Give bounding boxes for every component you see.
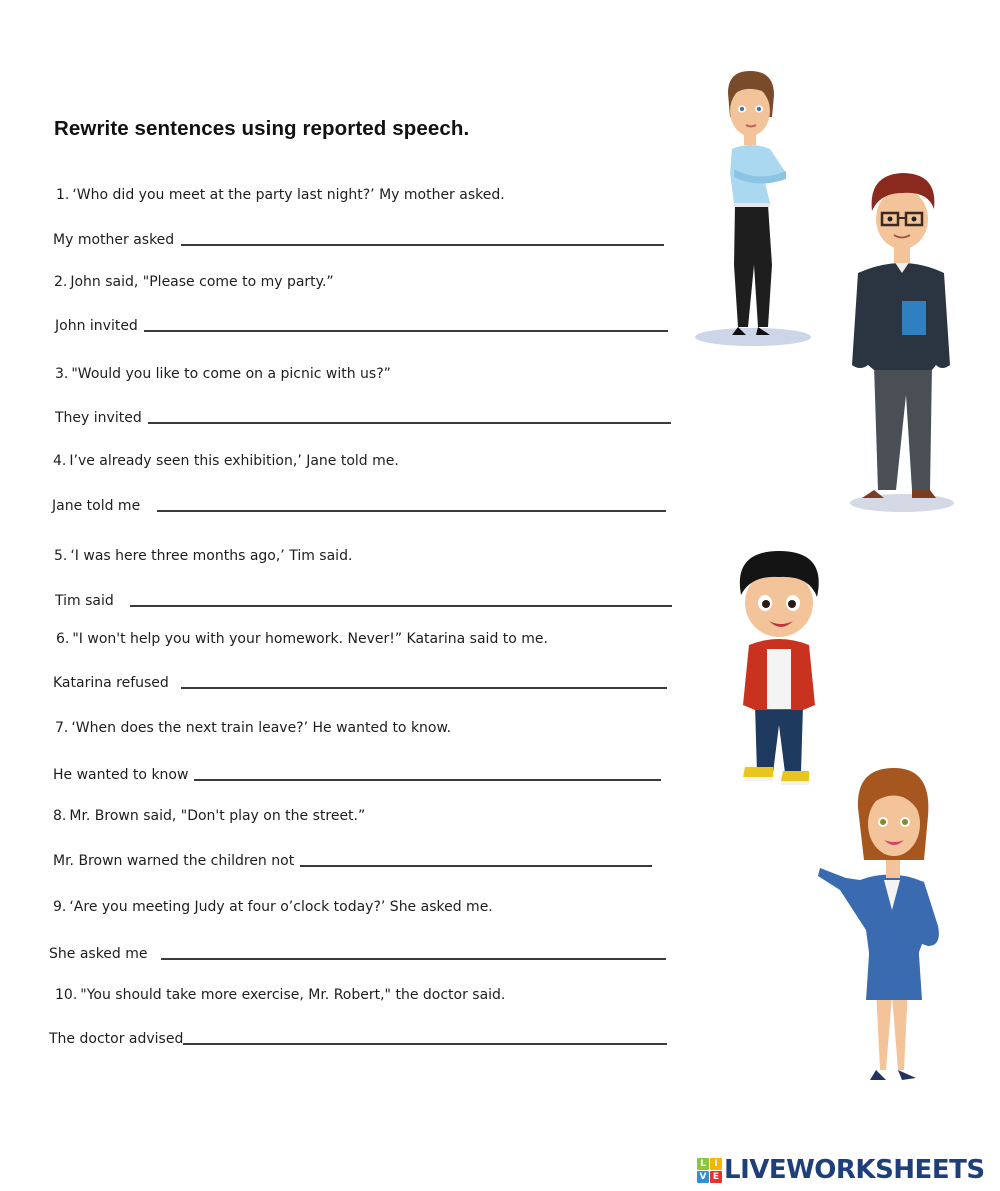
logo-tiles-icon [697, 1158, 722, 1183]
question-text: "Would you like to come on a picnic with us?” [71, 366, 391, 382]
logo-tile-i: I [710, 1158, 722, 1170]
answer-prefix: She asked me [49, 946, 148, 962]
question-number: 10. [55, 987, 78, 1003]
answer-prefix: Tim said [55, 593, 114, 609]
question-number: 2. [54, 274, 68, 290]
answer-blank-4[interactable] [157, 509, 666, 512]
answer-row-10 [49, 1031, 667, 1047]
answer-row-8 [53, 853, 652, 869]
answer-row-2 [55, 318, 668, 334]
logo-tile-v: V [697, 1171, 709, 1183]
logo-tile-l: L [697, 1158, 709, 1170]
answer-prefix: He wanted to know [53, 767, 189, 783]
question-number: 3. [55, 366, 69, 382]
answer-prefix: They invited [55, 410, 142, 426]
question-text: Mr. Brown said, "Don't play on the street.” [69, 808, 366, 824]
answer-prefix: Mr. Brown warned the children not [53, 853, 295, 869]
question-3 [55, 366, 391, 382]
question-text: ‘Who did you meet at the party last night?’ My mother asked. [72, 187, 505, 203]
answer-row-7 [53, 767, 661, 783]
question-4 [53, 453, 399, 469]
question-number: 6. [56, 631, 70, 647]
question-7 [55, 720, 451, 736]
question-6 [56, 631, 548, 647]
answer-row-6 [53, 675, 667, 691]
answer-prefix: Jane told me [52, 498, 141, 514]
question-5 [54, 548, 352, 564]
answer-row-4 [52, 498, 666, 514]
question-9 [53, 899, 493, 915]
answer-blank-6[interactable] [181, 686, 667, 689]
answer-blank-7[interactable] [194, 778, 661, 781]
answer-blank-2[interactable] [144, 329, 668, 332]
answer-blank-10[interactable] [183, 1042, 667, 1045]
answer-blank-9[interactable] [161, 957, 666, 960]
question-number: 9. [53, 899, 67, 915]
answer-prefix: Katarina refused [53, 675, 169, 691]
man-with-glasses-illustration [844, 165, 959, 515]
answer-prefix: John invited [55, 318, 138, 334]
answer-prefix: The doctor advised [49, 1031, 184, 1047]
question-10 [55, 987, 505, 1003]
question-number: 7. [55, 720, 69, 736]
answer-prefix: My mother asked [53, 232, 175, 248]
woman-arms-crossed-illustration [688, 65, 818, 350]
logo-tile-e: E [710, 1171, 722, 1183]
question-text: ‘When does the next train leave?’ He wanted to know. [71, 720, 452, 736]
answer-row-1 [53, 232, 664, 248]
question-text: John said, "Please come to my party.” [70, 274, 334, 290]
question-8 [53, 808, 365, 824]
question-number: 1. [56, 187, 70, 203]
answer-blank-1[interactable] [181, 243, 664, 246]
boy-red-jacket-illustration [723, 545, 838, 790]
answer-blank-3[interactable] [148, 421, 671, 424]
answer-blank-8[interactable] [300, 864, 652, 867]
logo-text: LIVEWORKSHEETS [724, 1155, 985, 1185]
question-text: "You should take more exercise, Mr. Robert," the doctor said. [80, 987, 506, 1003]
question-number: 4. [53, 453, 67, 469]
question-text: ‘I was here three months ago,’ Tim said. [70, 548, 353, 564]
question-text: "I won't help you with your homework. Never!” Katarina said to me. [72, 631, 548, 647]
liveworksheets-logo [697, 1155, 985, 1185]
question-text: I’ve already seen this exhibition,’ Jane told me. [69, 453, 399, 469]
question-2 [54, 274, 334, 290]
woman-blue-suit-illustration [810, 760, 970, 1095]
question-1 [56, 187, 505, 203]
answer-blank-5[interactable] [130, 604, 672, 607]
question-number: 8. [53, 808, 67, 824]
answer-row-9 [49, 946, 666, 962]
answer-row-5 [55, 593, 672, 609]
question-number: 5. [54, 548, 68, 564]
worksheet-title: Rewrite sentences using reported speech. [54, 117, 470, 140]
answer-row-3 [55, 410, 671, 426]
question-text: ‘Are you meeting Judy at four o’clock today?’ She asked me. [69, 899, 493, 915]
